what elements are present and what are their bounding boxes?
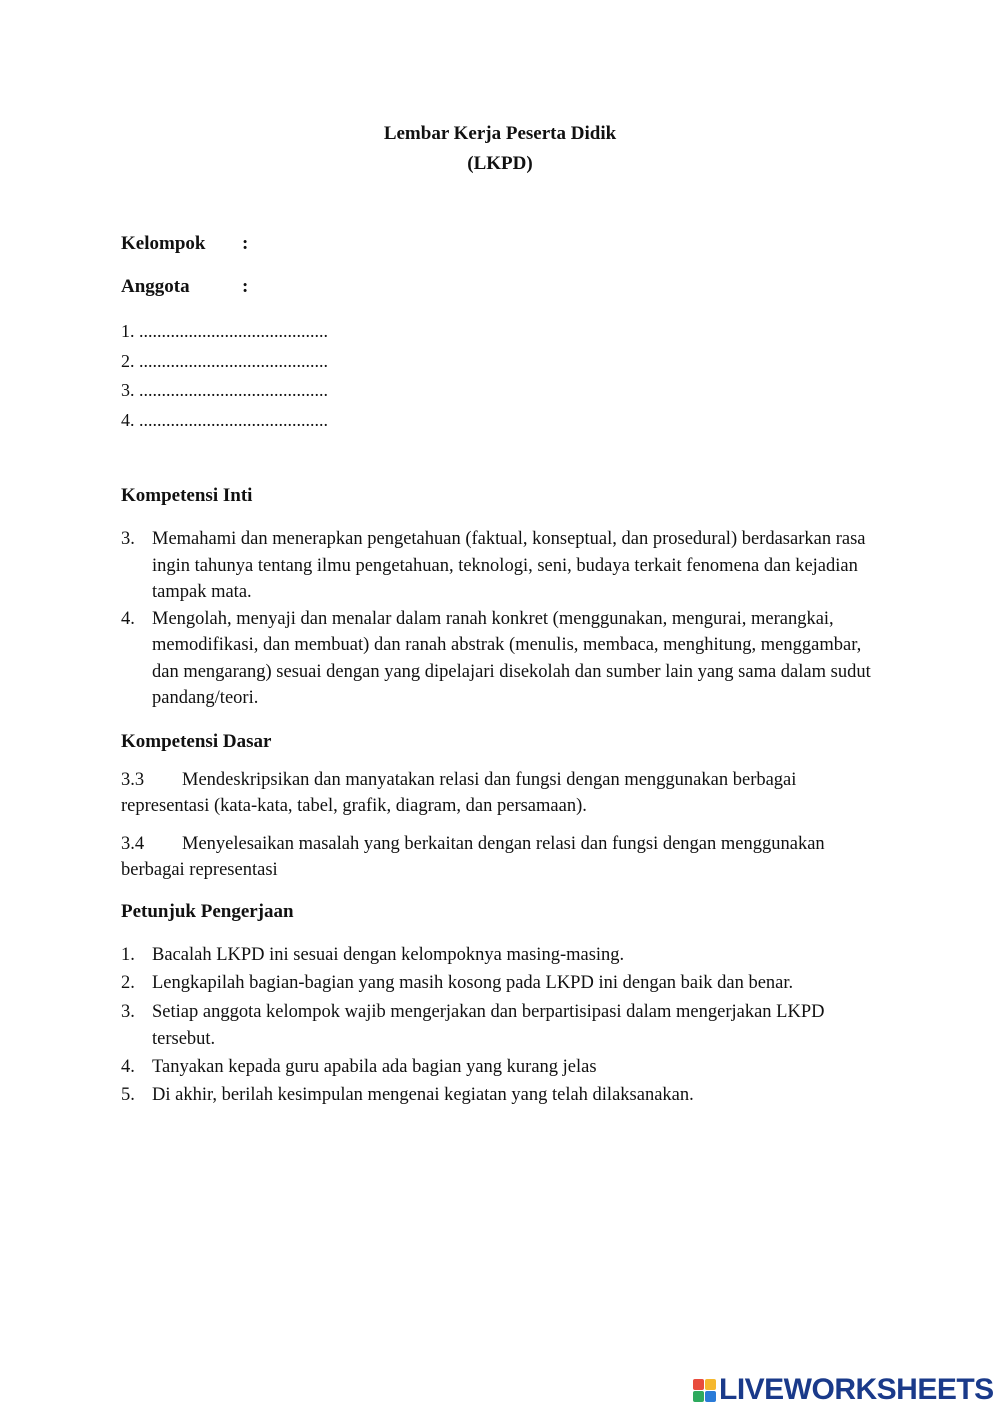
- list-item: [121, 941, 881, 969]
- competence-code: 3.4: [121, 834, 145, 854]
- members-field: [121, 273, 248, 301]
- page-title: Lembar Kerja Peserta Didik: [383, 123, 617, 144]
- list-item: [121, 997, 881, 1053]
- list-text: Lengkapilah bagian-bagian yang masih kosong pada LKPD ini dengan baik dan benar.: [152, 973, 794, 993]
- list-item: [121, 1053, 881, 1081]
- member-list: [121, 317, 328, 435]
- group-colon: :: [242, 233, 249, 254]
- liveworksheets-logo[interactable]: [693, 1375, 994, 1405]
- members-colon: :: [242, 276, 249, 297]
- basic-competence-item: [121, 767, 881, 819]
- list-number: 4.: [121, 608, 135, 629]
- basic-competence-item: [121, 831, 881, 883]
- list-text: Setiap anggota kelompok wajib mengerjakan dan berpartisipasi dalam mengerjakan LKPD tersebut.: [152, 1002, 825, 1049]
- list-text: Memahami dan menerapkan pengetahuan (faktual, konseptual, dan prosedural) berdasarkan rasa ingin tahunya tentang ilmu pengetahuan, teknologi, seni, budaya terkait fenomena dan kejadian tampak mata.: [152, 529, 866, 602]
- competence-text: Mendeskripsikan dan manyatakan relasi dan fungsi dengan menggunakan berbagai representasi (kata-kata, tabel, grafik, diagram, dan persamaan).: [121, 770, 797, 816]
- list-item: [121, 606, 881, 712]
- member-line: 2. ..........................................: [121, 350, 328, 371]
- list-item: [121, 526, 881, 606]
- list-text: Bacalah LKPD ini sesuai dengan kelompoknya masing-masing.: [152, 945, 625, 965]
- logo-text: LIVEWORKSHEETS: [719, 1373, 994, 1406]
- core-competence-list: [121, 526, 881, 712]
- core-competence-heading: Kompetensi Inti: [121, 485, 253, 506]
- list-number: 3.: [121, 1002, 135, 1022]
- logo-square: [705, 1379, 716, 1390]
- list-number: 2.: [121, 973, 135, 993]
- list-number: 1.: [121, 945, 135, 965]
- group-label: Kelompok: [121, 233, 206, 254]
- list-number: 5.: [121, 1085, 135, 1105]
- instructions-heading: Petunjuk Pengerjaan: [121, 901, 294, 922]
- logo-square: [693, 1379, 704, 1390]
- member-line: 1. ..........................................: [121, 321, 328, 341]
- list-text: Tanyakan kepada guru apabila ada bagian yang kurang jelas: [152, 1057, 597, 1077]
- member-line: 3. ..........................................: [121, 380, 328, 400]
- logo-square: [705, 1391, 716, 1402]
- list-text: Di akhir, berilah kesimpulan mengenai kegiatan yang telah dilaksanakan.: [152, 1085, 694, 1105]
- members-label: Anggota: [121, 276, 190, 297]
- list-number: 3.: [121, 529, 135, 549]
- list-item: [121, 969, 881, 997]
- competence-code: 3.3: [121, 770, 145, 790]
- list-text: Mengolah, menyaji dan menalar dalam ranah konkret (menggunakan, mengurai, merangkai, memodifikasi, dan membuat) dan ranah abstrak (menulis, membaca, menghitung, menggambar, dan mengarang) sesuai dengan yang dipelajari disekolah dan sumber lain yang sama dalam sudut pandang/teori.: [152, 608, 871, 708]
- logo-square: [693, 1391, 704, 1402]
- list-item: [121, 1081, 881, 1109]
- basic-competence-heading: Kompetensi Dasar: [121, 731, 272, 752]
- competence-text: Menyelesaikan masalah yang berkaitan dengan relasi dan fungsi dengan menggunakan berbagai representasi: [121, 834, 825, 880]
- member-line: 4. ..........................................: [121, 409, 328, 430]
- page-subtitle: (LKPD): [467, 153, 533, 174]
- list-number: 4.: [121, 1057, 135, 1077]
- group-field: [121, 230, 248, 258]
- instructions-list: [121, 941, 881, 1109]
- liveworksheets-logo-icon: [693, 1379, 716, 1402]
